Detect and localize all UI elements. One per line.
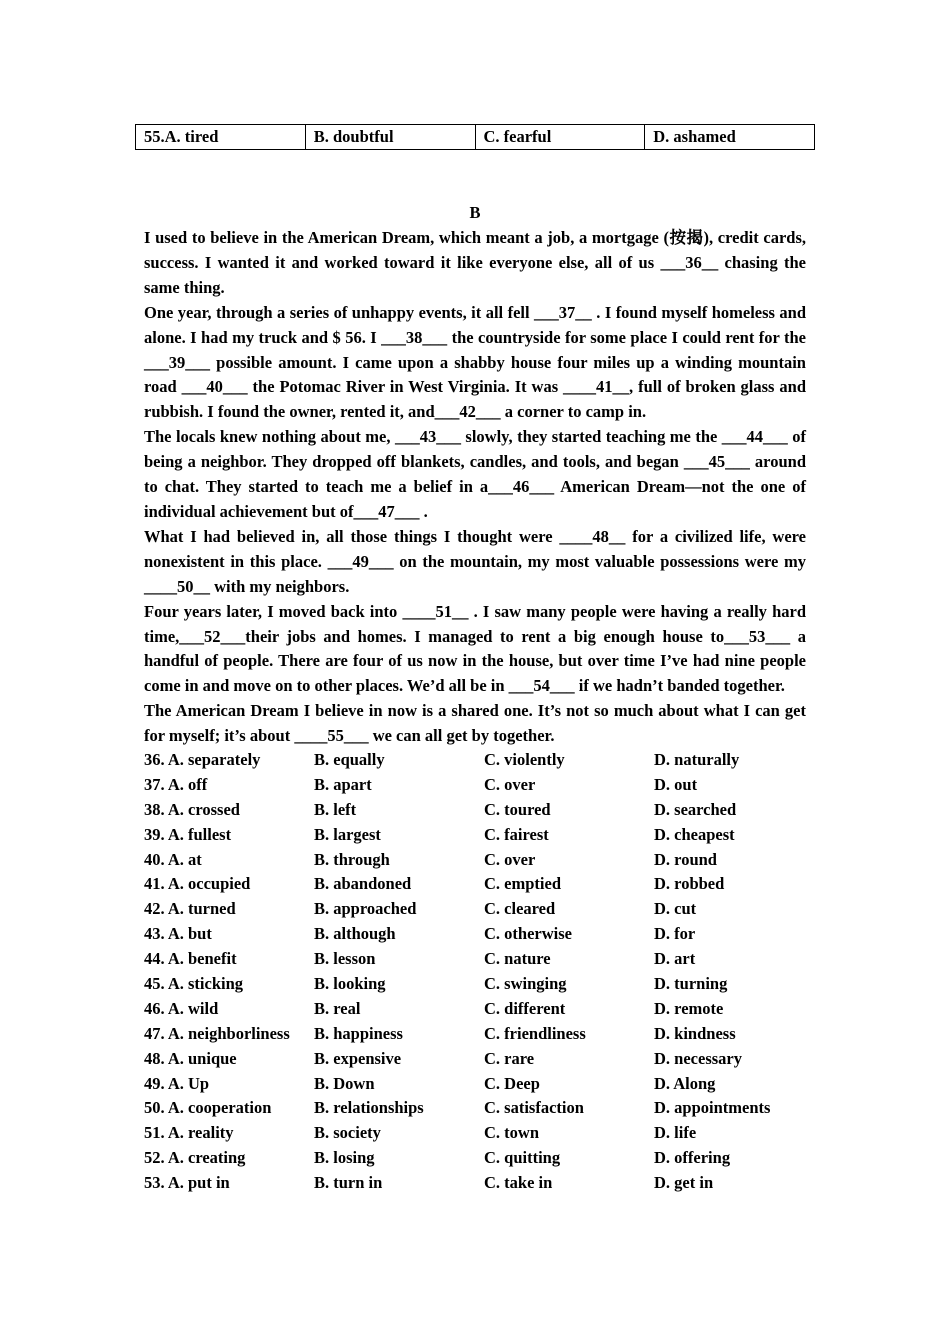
option-c: C. friendliness bbox=[484, 1023, 586, 1043]
option-row bbox=[144, 972, 806, 997]
option-row bbox=[144, 997, 806, 1022]
option-d: D. kindness bbox=[654, 1023, 736, 1043]
option-c: C. fearful bbox=[475, 125, 645, 150]
option-row bbox=[144, 947, 806, 972]
option-d: D. remote bbox=[654, 998, 724, 1018]
option-d: D. cut bbox=[654, 899, 697, 919]
option-b: B. society bbox=[314, 1123, 381, 1143]
option-row bbox=[144, 1047, 806, 1072]
option-c: C. violently bbox=[484, 750, 565, 769]
option-d: D. searched bbox=[654, 799, 737, 819]
option-row bbox=[144, 798, 806, 823]
option-row bbox=[144, 897, 806, 922]
option-b: B. expensive bbox=[314, 1048, 402, 1068]
option-row bbox=[144, 872, 806, 897]
option-c: C. different bbox=[484, 998, 566, 1018]
paragraph: The American Dream I believe in now is a shared one. It’s not so much about what I can get for myself; it’s about ____55___ we can all get by together. bbox=[144, 701, 806, 746]
paragraph: One year, through a series of unhappy events, it all fell ___37__ . I found myself homeless and alone. I had my truck and $ 56. I ___38___ the countryside for some place I could rent for the ___39___ possible amount. I came upon a shabby house four miles up a winding mountain road ___40___ the Potomac River in West Virginia. It was ____41__, full of broken glass and rubbish. I found the owner, rented it, and___42___ a corner to camp in. bbox=[144, 302, 806, 422]
option-d: D. art bbox=[654, 949, 696, 969]
option-row bbox=[144, 1096, 806, 1121]
option-d: D. cheapest bbox=[654, 824, 735, 844]
option-row bbox=[144, 1171, 806, 1196]
cloze-passage bbox=[144, 226, 806, 749]
option-b: B. doubtful bbox=[305, 125, 475, 150]
paragraph: Four years later, I moved back into ____51__ . I saw many people were having a really hard time,___52___their jobs and homes. I managed to rent a big enough house to___53___ a handful of people. There are four of us now in the house, but over time I’ve had nine people come in and move on to other places. We’d all be in ___54___ if we hadn’t banded together. bbox=[144, 601, 806, 696]
option-a: 37. A. off bbox=[144, 774, 208, 794]
option-c: C. otherwise bbox=[484, 924, 572, 944]
option-row bbox=[144, 848, 806, 873]
option-a: 48. A. unique bbox=[144, 1048, 237, 1068]
option-a: 50. A. cooperation bbox=[144, 1098, 272, 1118]
option-d: D. necessary bbox=[654, 1048, 742, 1068]
option-b: B. abandoned bbox=[314, 874, 412, 894]
option-c: C. over bbox=[484, 774, 536, 794]
option-a: 52. A. creating bbox=[144, 1148, 246, 1168]
option-c: C. quitting bbox=[484, 1148, 561, 1168]
option-d: D. Along bbox=[654, 1073, 716, 1093]
option-c: C. fairest bbox=[484, 824, 549, 844]
option-b: B. happiness bbox=[314, 1023, 403, 1043]
option-row bbox=[144, 1022, 806, 1047]
option-row bbox=[144, 1146, 806, 1171]
option-c: C. rare bbox=[484, 1048, 535, 1068]
paragraph: The locals knew nothing about me, ___43___ slowly, they started teaching me the ___44___ of being a neighbor. They dropped off blankets, candles, and tools, and began ___45___ around to chat. They started to teach me a belief in a___46___ American Dream—not the one of individual achievement but of___47___ . bbox=[144, 427, 806, 521]
option-a: 41. A. occupied bbox=[144, 874, 251, 894]
option-a: 51. A. reality bbox=[144, 1123, 234, 1143]
option-a: 38. A. crossed bbox=[144, 799, 240, 819]
option-c: C. nature bbox=[484, 949, 551, 969]
option-a: 55.A. tired bbox=[136, 125, 306, 150]
option-a: 36. A. separately bbox=[144, 750, 261, 769]
paragraph: What I had believed in, all those things I thought were ____48__ for a civilized life, were nonexistent in this place. ___49___ on the mountain, my most valuable possessions were my ____50__ with my neighbors. bbox=[144, 526, 806, 596]
option-b: B. largest bbox=[314, 824, 381, 844]
section-title: B bbox=[469, 203, 481, 222]
option-b: B. turn in bbox=[314, 1173, 383, 1193]
option-c: C. toured bbox=[484, 799, 551, 819]
option-a: 45. A. sticking bbox=[144, 974, 244, 994]
option-row bbox=[144, 1121, 806, 1146]
option-a: 40. A. at bbox=[144, 849, 202, 869]
option-a: 39. A. fullest bbox=[144, 824, 232, 844]
option-row bbox=[144, 823, 806, 848]
paragraph: I used to believe in the American Dream, which meant a job, a mortgage (按揭), credit cards, success. I wanted it and worked toward it like everyone else, all of us ___36__ chasing the same thing. bbox=[144, 228, 806, 297]
option-b: B. relationships bbox=[314, 1098, 424, 1118]
option-c: C. town bbox=[484, 1123, 540, 1143]
option-d: D. for bbox=[654, 924, 696, 944]
option-a: 53. A. put in bbox=[144, 1173, 230, 1193]
option-b: B. lesson bbox=[314, 949, 376, 969]
option-a: 46. A. wild bbox=[144, 998, 219, 1018]
option-row bbox=[144, 1072, 806, 1097]
option-b: B. approached bbox=[314, 899, 417, 919]
option-d: D. round bbox=[654, 849, 717, 869]
option-d: D. offering bbox=[654, 1148, 731, 1168]
option-d: D. ashamed bbox=[645, 125, 815, 150]
option-d: D. naturally bbox=[654, 750, 740, 769]
option-c: C. over bbox=[484, 849, 536, 869]
option-c: C. emptied bbox=[484, 874, 561, 894]
table-row bbox=[136, 125, 815, 150]
option-d: D. get in bbox=[654, 1173, 714, 1193]
option-b: B. through bbox=[314, 849, 390, 869]
option-d: D. appointments bbox=[654, 1098, 771, 1118]
option-row bbox=[144, 748, 806, 773]
option-a: 42. A. turned bbox=[144, 899, 236, 919]
option-a: 43. A. but bbox=[144, 924, 212, 944]
option-c: C. satisfaction bbox=[484, 1098, 584, 1118]
option-row bbox=[144, 922, 806, 947]
option-a: 47. A. neighborliness bbox=[144, 1023, 290, 1043]
option-d: D. turning bbox=[654, 974, 728, 994]
option-d: D. life bbox=[654, 1123, 697, 1143]
option-b: B. equally bbox=[314, 750, 385, 769]
answer-options-list bbox=[144, 748, 806, 1196]
option-row bbox=[144, 773, 806, 798]
option-b: B. Down bbox=[314, 1073, 375, 1093]
option-b: B. left bbox=[314, 799, 357, 819]
option-b: B. real bbox=[314, 998, 361, 1018]
option-b: B. apart bbox=[314, 774, 372, 794]
option-c: C. take in bbox=[484, 1173, 553, 1193]
question-55-options-table bbox=[135, 124, 815, 150]
option-b: B. looking bbox=[314, 974, 386, 994]
option-d: D. robbed bbox=[654, 874, 725, 894]
option-a: 49. A. Up bbox=[144, 1073, 210, 1093]
option-a: 44. A. benefit bbox=[144, 949, 237, 969]
option-d: D. out bbox=[654, 774, 698, 794]
option-c: C. swinging bbox=[484, 974, 567, 994]
option-b: B. although bbox=[314, 924, 396, 944]
option-c: C. Deep bbox=[484, 1073, 540, 1093]
option-c: C. cleared bbox=[484, 899, 556, 919]
option-b: B. losing bbox=[314, 1148, 375, 1168]
